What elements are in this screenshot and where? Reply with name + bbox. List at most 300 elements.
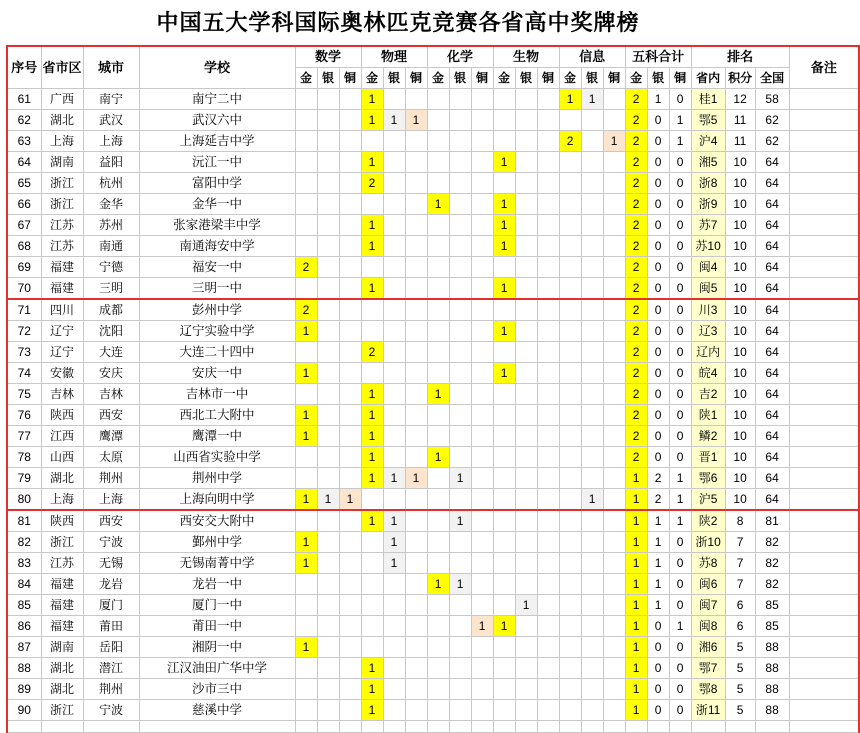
- cell-total-silver: 0: [647, 194, 669, 215]
- table-row[interactable]: [7, 131, 859, 152]
- table-row[interactable]: [7, 510, 859, 532]
- table-row[interactable]: [7, 426, 859, 447]
- cell-chemistry-gold: [427, 299, 449, 321]
- cell-total-silver: 0: [647, 405, 669, 426]
- cell-partial: [755, 721, 789, 733]
- header-index: 序号: [7, 46, 41, 89]
- cell-biology-silver: [515, 299, 537, 321]
- cell-chemistry-gold: 1: [427, 574, 449, 595]
- cell-biology-silver: [515, 637, 537, 658]
- cell-total-bronze: 0: [669, 595, 691, 616]
- cell-chemistry-silver: [449, 700, 471, 721]
- cell-total-gold: 2: [625, 131, 647, 152]
- cell-math-gold: 1: [295, 405, 317, 426]
- cell-rank-points: 10: [725, 342, 755, 363]
- cell-school: 西北工大附中: [139, 405, 295, 426]
- cell-math-bronze: [339, 299, 361, 321]
- cell-info-gold: 1: [559, 89, 581, 110]
- cell-physics-silver: [383, 278, 405, 300]
- cell-math-silver: [317, 574, 339, 595]
- cell-province: 江苏: [41, 553, 83, 574]
- cell-total-silver: 1: [647, 595, 669, 616]
- cell-province: 江苏: [41, 215, 83, 236]
- cell-total-bronze: 0: [669, 532, 691, 553]
- table-row[interactable]: [7, 679, 859, 700]
- cell-index: 75: [7, 384, 41, 405]
- cell-rank-national: 82: [755, 532, 789, 553]
- cell-math-gold: 1: [295, 489, 317, 511]
- cell-info-silver: [581, 321, 603, 342]
- cell-chemistry-bronze: [471, 215, 493, 236]
- cell-remark: [789, 510, 859, 532]
- cell-physics-bronze: 1: [405, 110, 427, 131]
- cell-index: 65: [7, 173, 41, 194]
- cell-total-silver: 0: [647, 679, 669, 700]
- cell-city: 杭州: [83, 173, 139, 194]
- table-row[interactable]: [7, 173, 859, 194]
- cell-info-silver: [581, 553, 603, 574]
- cell-chemistry-silver: [449, 658, 471, 679]
- cell-physics-bronze: [405, 215, 427, 236]
- cell-info-gold: [559, 215, 581, 236]
- cell-math-gold: [295, 616, 317, 637]
- cell-biology-bronze: [537, 405, 559, 426]
- cell-info-gold: [559, 363, 581, 384]
- table-row[interactable]: [7, 236, 859, 257]
- cell-city: 荆州: [83, 468, 139, 489]
- cell-info-gold: [559, 532, 581, 553]
- table-row[interactable]: [7, 110, 859, 131]
- cell-math-gold: [295, 595, 317, 616]
- cell-rank-province: 浙10: [691, 532, 725, 553]
- cell-total-gold: 1: [625, 616, 647, 637]
- table-row[interactable]: [7, 532, 859, 553]
- cell-info-bronze: [603, 321, 625, 342]
- cell-city: 鹰潭: [83, 426, 139, 447]
- header-info-silver: 银: [581, 68, 603, 89]
- header-remark: 备注: [789, 46, 859, 89]
- cell-biology-silver: [515, 215, 537, 236]
- cell-biology-bronze: [537, 426, 559, 447]
- cell-math-silver: [317, 532, 339, 553]
- cell-province: 浙江: [41, 700, 83, 721]
- cell-total-gold: 1: [625, 553, 647, 574]
- cell-partial: [427, 721, 449, 733]
- cell-physics-bronze: [405, 637, 427, 658]
- cell-rank-province: 苏8: [691, 553, 725, 574]
- cell-total-gold: 2: [625, 110, 647, 131]
- cell-province: 辽宁: [41, 321, 83, 342]
- table-row[interactable]: [7, 363, 859, 384]
- cell-total-silver: 0: [647, 131, 669, 152]
- cell-province: 福建: [41, 616, 83, 637]
- cell-chemistry-silver: [449, 679, 471, 700]
- table-row[interactable]: [7, 658, 859, 679]
- cell-physics-silver: [383, 89, 405, 110]
- cell-biology-bronze: [537, 447, 559, 468]
- cell-math-gold: 1: [295, 426, 317, 447]
- cell-remark: [789, 215, 859, 236]
- cell-info-gold: [559, 236, 581, 257]
- cell-total-gold: 1: [625, 637, 647, 658]
- cell-math-gold: 1: [295, 321, 317, 342]
- cell-info-bronze: [603, 532, 625, 553]
- cell-partial: [449, 721, 471, 733]
- cell-biology-gold: [493, 679, 515, 700]
- table-row[interactable]: [7, 257, 859, 278]
- cell-info-silver: [581, 468, 603, 489]
- cell-info-silver: [581, 342, 603, 363]
- table-row[interactable]: [7, 595, 859, 616]
- cell-math-gold: [295, 700, 317, 721]
- cell-math-gold: [295, 131, 317, 152]
- cell-math-gold: [295, 447, 317, 468]
- cell-physics-bronze: [405, 616, 427, 637]
- cell-info-bronze: [603, 468, 625, 489]
- cell-physics-gold: 1: [361, 447, 383, 468]
- cell-total-gold: 2: [625, 278, 647, 300]
- cell-math-gold: [295, 173, 317, 194]
- cell-physics-bronze: [405, 532, 427, 553]
- cell-physics-silver: [383, 595, 405, 616]
- cell-partial: [669, 721, 691, 733]
- cell-total-gold: 2: [625, 405, 647, 426]
- cell-partial: [41, 721, 83, 733]
- cell-info-bronze: [603, 574, 625, 595]
- cell-chemistry-gold: [427, 658, 449, 679]
- cell-physics-silver: [383, 173, 405, 194]
- cell-math-silver: [317, 468, 339, 489]
- cell-total-gold: 1: [625, 595, 647, 616]
- cell-math-silver: 1: [317, 489, 339, 511]
- cell-biology-bronze: [537, 384, 559, 405]
- cell-rank-points: 10: [725, 152, 755, 173]
- cell-rank-points: 5: [725, 637, 755, 658]
- table-row[interactable]: [7, 468, 859, 489]
- cell-rank-national: 88: [755, 700, 789, 721]
- cell-math-silver: [317, 89, 339, 110]
- cell-total-silver: 0: [647, 152, 669, 173]
- table-row[interactable]: [7, 299, 859, 321]
- table-row[interactable]: [7, 215, 859, 236]
- cell-rank-national: 82: [755, 574, 789, 595]
- cell-partial: [691, 721, 725, 733]
- cell-index: 66: [7, 194, 41, 215]
- cell-school: 吉林市一中: [139, 384, 295, 405]
- cell-remark: [789, 152, 859, 173]
- cell-info-gold: [559, 637, 581, 658]
- cell-biology-gold: [493, 110, 515, 131]
- cell-info-silver: [581, 110, 603, 131]
- cell-rank-national: 64: [755, 447, 789, 468]
- table-row[interactable]: [7, 278, 859, 300]
- cell-remark: [789, 658, 859, 679]
- cell-city: 西安: [83, 405, 139, 426]
- cell-math-bronze: [339, 700, 361, 721]
- cell-index: 86: [7, 616, 41, 637]
- cell-math-gold: 2: [295, 299, 317, 321]
- cell-index: 69: [7, 257, 41, 278]
- table-row[interactable]: [7, 616, 859, 637]
- cell-chemistry-silver: [449, 131, 471, 152]
- cell-chemistry-gold: [427, 532, 449, 553]
- cell-total-silver: 0: [647, 236, 669, 257]
- cell-math-silver: [317, 447, 339, 468]
- cell-physics-gold: 1: [361, 278, 383, 300]
- cell-biology-gold: [493, 595, 515, 616]
- cell-info-bronze: [603, 405, 625, 426]
- cell-rank-province: 吉2: [691, 384, 725, 405]
- cell-math-bronze: [339, 89, 361, 110]
- cell-total-gold: 2: [625, 194, 647, 215]
- cell-info-silver: [581, 405, 603, 426]
- cell-province: 江西: [41, 426, 83, 447]
- cell-physics-bronze: 1: [405, 468, 427, 489]
- table-row[interactable]: [7, 342, 859, 363]
- cell-math-gold: 1: [295, 532, 317, 553]
- cell-province: 福建: [41, 257, 83, 278]
- cell-physics-bronze: [405, 299, 427, 321]
- cell-biology-gold: [493, 384, 515, 405]
- cell-biology-bronze: [537, 278, 559, 300]
- cell-total-gold: 1: [625, 489, 647, 511]
- cell-biology-bronze: [537, 510, 559, 532]
- cell-physics-bronze: [405, 89, 427, 110]
- cell-chemistry-silver: [449, 595, 471, 616]
- cell-province: 浙江: [41, 173, 83, 194]
- cell-info-silver: [581, 278, 603, 300]
- cell-biology-silver: [515, 321, 537, 342]
- cell-total-gold: 1: [625, 532, 647, 553]
- table-row[interactable]: [7, 700, 859, 721]
- cell-physics-gold: [361, 321, 383, 342]
- cell-math-silver: [317, 173, 339, 194]
- cell-total-gold: 1: [625, 679, 647, 700]
- cell-math-silver: [317, 616, 339, 637]
- table-row[interactable]: [7, 89, 859, 110]
- cell-partial: [493, 721, 515, 733]
- cell-info-gold: 2: [559, 131, 581, 152]
- table-row-partial[interactable]: [7, 721, 859, 733]
- cell-info-silver: [581, 616, 603, 637]
- cell-province: 湖北: [41, 679, 83, 700]
- cell-math-gold: [295, 342, 317, 363]
- cell-info-silver: [581, 215, 603, 236]
- cell-rank-province: 鄂6: [691, 468, 725, 489]
- page-title: 中国五大学科国际奥林匹克竞赛各省高中奖牌榜: [156, 10, 640, 36]
- cell-info-silver: [581, 363, 603, 384]
- cell-school: 湘阴一中: [139, 637, 295, 658]
- cell-info-silver: [581, 131, 603, 152]
- cell-total-gold: 2: [625, 342, 647, 363]
- cell-physics-gold: 1: [361, 510, 383, 532]
- table-row[interactable]: [7, 637, 859, 658]
- header-bio-bronze: 铜: [537, 68, 559, 89]
- cell-chemistry-bronze: [471, 363, 493, 384]
- cell-math-silver: [317, 342, 339, 363]
- cell-rank-national: 58: [755, 89, 789, 110]
- cell-total-silver: 0: [647, 110, 669, 131]
- cell-math-bronze: [339, 110, 361, 131]
- table-row[interactable]: [7, 553, 859, 574]
- table-row[interactable]: [7, 489, 859, 511]
- cell-biology-gold: [493, 173, 515, 194]
- header-group-math: 数学: [295, 46, 361, 68]
- cell-total-silver: 0: [647, 658, 669, 679]
- cell-math-gold: [295, 384, 317, 405]
- cell-total-bronze: 0: [669, 278, 691, 300]
- header-rank-points: 积分: [725, 68, 755, 89]
- cell-school: 辽宁实验中学: [139, 321, 295, 342]
- cell-math-silver: [317, 637, 339, 658]
- cell-total-silver: 2: [647, 468, 669, 489]
- cell-partial: [789, 721, 859, 733]
- cell-biology-silver: [515, 363, 537, 384]
- header-province: 省市区: [41, 46, 83, 89]
- cell-rank-national: 64: [755, 299, 789, 321]
- cell-rank-province: 皖4: [691, 363, 725, 384]
- cell-rank-province: 苏7: [691, 215, 725, 236]
- header-total-bronze: 铜: [669, 68, 691, 89]
- cell-index: 71: [7, 299, 41, 321]
- cell-remark: [789, 489, 859, 511]
- cell-physics-silver: [383, 616, 405, 637]
- cell-total-bronze: 0: [669, 257, 691, 278]
- cell-info-bronze: [603, 342, 625, 363]
- cell-info-gold: [559, 384, 581, 405]
- cell-math-gold: [295, 574, 317, 595]
- cell-biology-silver: [515, 679, 537, 700]
- cell-info-bronze: 1: [603, 131, 625, 152]
- table-row[interactable]: [7, 321, 859, 342]
- cell-total-bronze: 0: [669, 194, 691, 215]
- cell-physics-bronze: [405, 363, 427, 384]
- cell-chemistry-bronze: [471, 489, 493, 511]
- cell-rank-points: 5: [725, 679, 755, 700]
- cell-biology-bronze: [537, 532, 559, 553]
- cell-math-bronze: [339, 342, 361, 363]
- cell-total-silver: 1: [647, 532, 669, 553]
- cell-remark: [789, 574, 859, 595]
- cell-remark: [789, 131, 859, 152]
- cell-physics-gold: [361, 194, 383, 215]
- cell-biology-gold: [493, 131, 515, 152]
- cell-rank-province: 闽5: [691, 278, 725, 300]
- table-body: [7, 89, 859, 733]
- cell-info-gold: [559, 700, 581, 721]
- cell-city: 南通: [83, 236, 139, 257]
- cell-city: 太原: [83, 447, 139, 468]
- cell-rank-points: 10: [725, 236, 755, 257]
- cell-physics-bronze: [405, 426, 427, 447]
- cell-biology-gold: [493, 532, 515, 553]
- cell-chemistry-gold: [427, 321, 449, 342]
- cell-chemistry-gold: [427, 236, 449, 257]
- cell-biology-silver: [515, 447, 537, 468]
- table-row[interactable]: [7, 384, 859, 405]
- cell-math-silver: [317, 679, 339, 700]
- cell-math-silver: [317, 131, 339, 152]
- cell-rank-national: 64: [755, 321, 789, 342]
- cell-total-gold: 2: [625, 215, 647, 236]
- header-group-info: 信息: [559, 46, 625, 68]
- cell-physics-gold: 1: [361, 384, 383, 405]
- cell-city: 荆州: [83, 679, 139, 700]
- cell-school: 金华一中: [139, 194, 295, 215]
- cell-physics-gold: 1: [361, 426, 383, 447]
- table-row[interactable]: [7, 152, 859, 173]
- cell-partial: [515, 721, 537, 733]
- cell-remark: [789, 405, 859, 426]
- cell-rank-national: 64: [755, 194, 789, 215]
- cell-rank-points: 6: [725, 595, 755, 616]
- cell-chemistry-gold: [427, 510, 449, 532]
- cell-rank-province: 川3: [691, 299, 725, 321]
- cell-physics-gold: [361, 553, 383, 574]
- cell-physics-gold: 2: [361, 173, 383, 194]
- cell-province: 上海: [41, 131, 83, 152]
- cell-biology-silver: [515, 384, 537, 405]
- table-row[interactable]: [7, 194, 859, 215]
- cell-info-silver: [581, 532, 603, 553]
- cell-rank-province: 鄂7: [691, 658, 725, 679]
- cell-physics-silver: [383, 194, 405, 215]
- table-row[interactable]: [7, 447, 859, 468]
- cell-rank-province: 鳞2: [691, 426, 725, 447]
- cell-total-silver: 0: [647, 299, 669, 321]
- cell-math-gold: [295, 679, 317, 700]
- cell-info-silver: [581, 384, 603, 405]
- cell-biology-silver: [515, 152, 537, 173]
- table-row[interactable]: [7, 574, 859, 595]
- cell-chemistry-bronze: [471, 299, 493, 321]
- cell-biology-gold: [493, 89, 515, 110]
- cell-biology-silver: [515, 468, 537, 489]
- cell-city: 龙岩: [83, 574, 139, 595]
- cell-biology-bronze: [537, 215, 559, 236]
- cell-total-silver: 1: [647, 89, 669, 110]
- header-chem-bronze: 铜: [471, 68, 493, 89]
- cell-info-silver: [581, 426, 603, 447]
- cell-physics-silver: [383, 679, 405, 700]
- cell-total-silver: 1: [647, 574, 669, 595]
- cell-remark: [789, 278, 859, 300]
- cell-province: 湖北: [41, 658, 83, 679]
- cell-math-bronze: [339, 152, 361, 173]
- cell-rank-province: 晋1: [691, 447, 725, 468]
- cell-total-bronze: 1: [669, 489, 691, 511]
- cell-province: 江苏: [41, 236, 83, 257]
- cell-chemistry-silver: [449, 532, 471, 553]
- cell-physics-bronze: [405, 510, 427, 532]
- cell-chemistry-bronze: [471, 321, 493, 342]
- cell-rank-national: 64: [755, 236, 789, 257]
- cell-math-gold: [295, 215, 317, 236]
- cell-chemistry-bronze: [471, 510, 493, 532]
- cell-physics-silver: 1: [383, 110, 405, 131]
- cell-rank-points: 8: [725, 510, 755, 532]
- cell-rank-points: 10: [725, 489, 755, 511]
- cell-school: 大连二十四中: [139, 342, 295, 363]
- cell-remark: [789, 679, 859, 700]
- cell-index: 67: [7, 215, 41, 236]
- cell-city: 吉林: [83, 384, 139, 405]
- cell-remark: [789, 236, 859, 257]
- cell-city: 益阳: [83, 152, 139, 173]
- cell-school: 南宁二中: [139, 89, 295, 110]
- table-row[interactable]: [7, 405, 859, 426]
- cell-info-bronze: [603, 278, 625, 300]
